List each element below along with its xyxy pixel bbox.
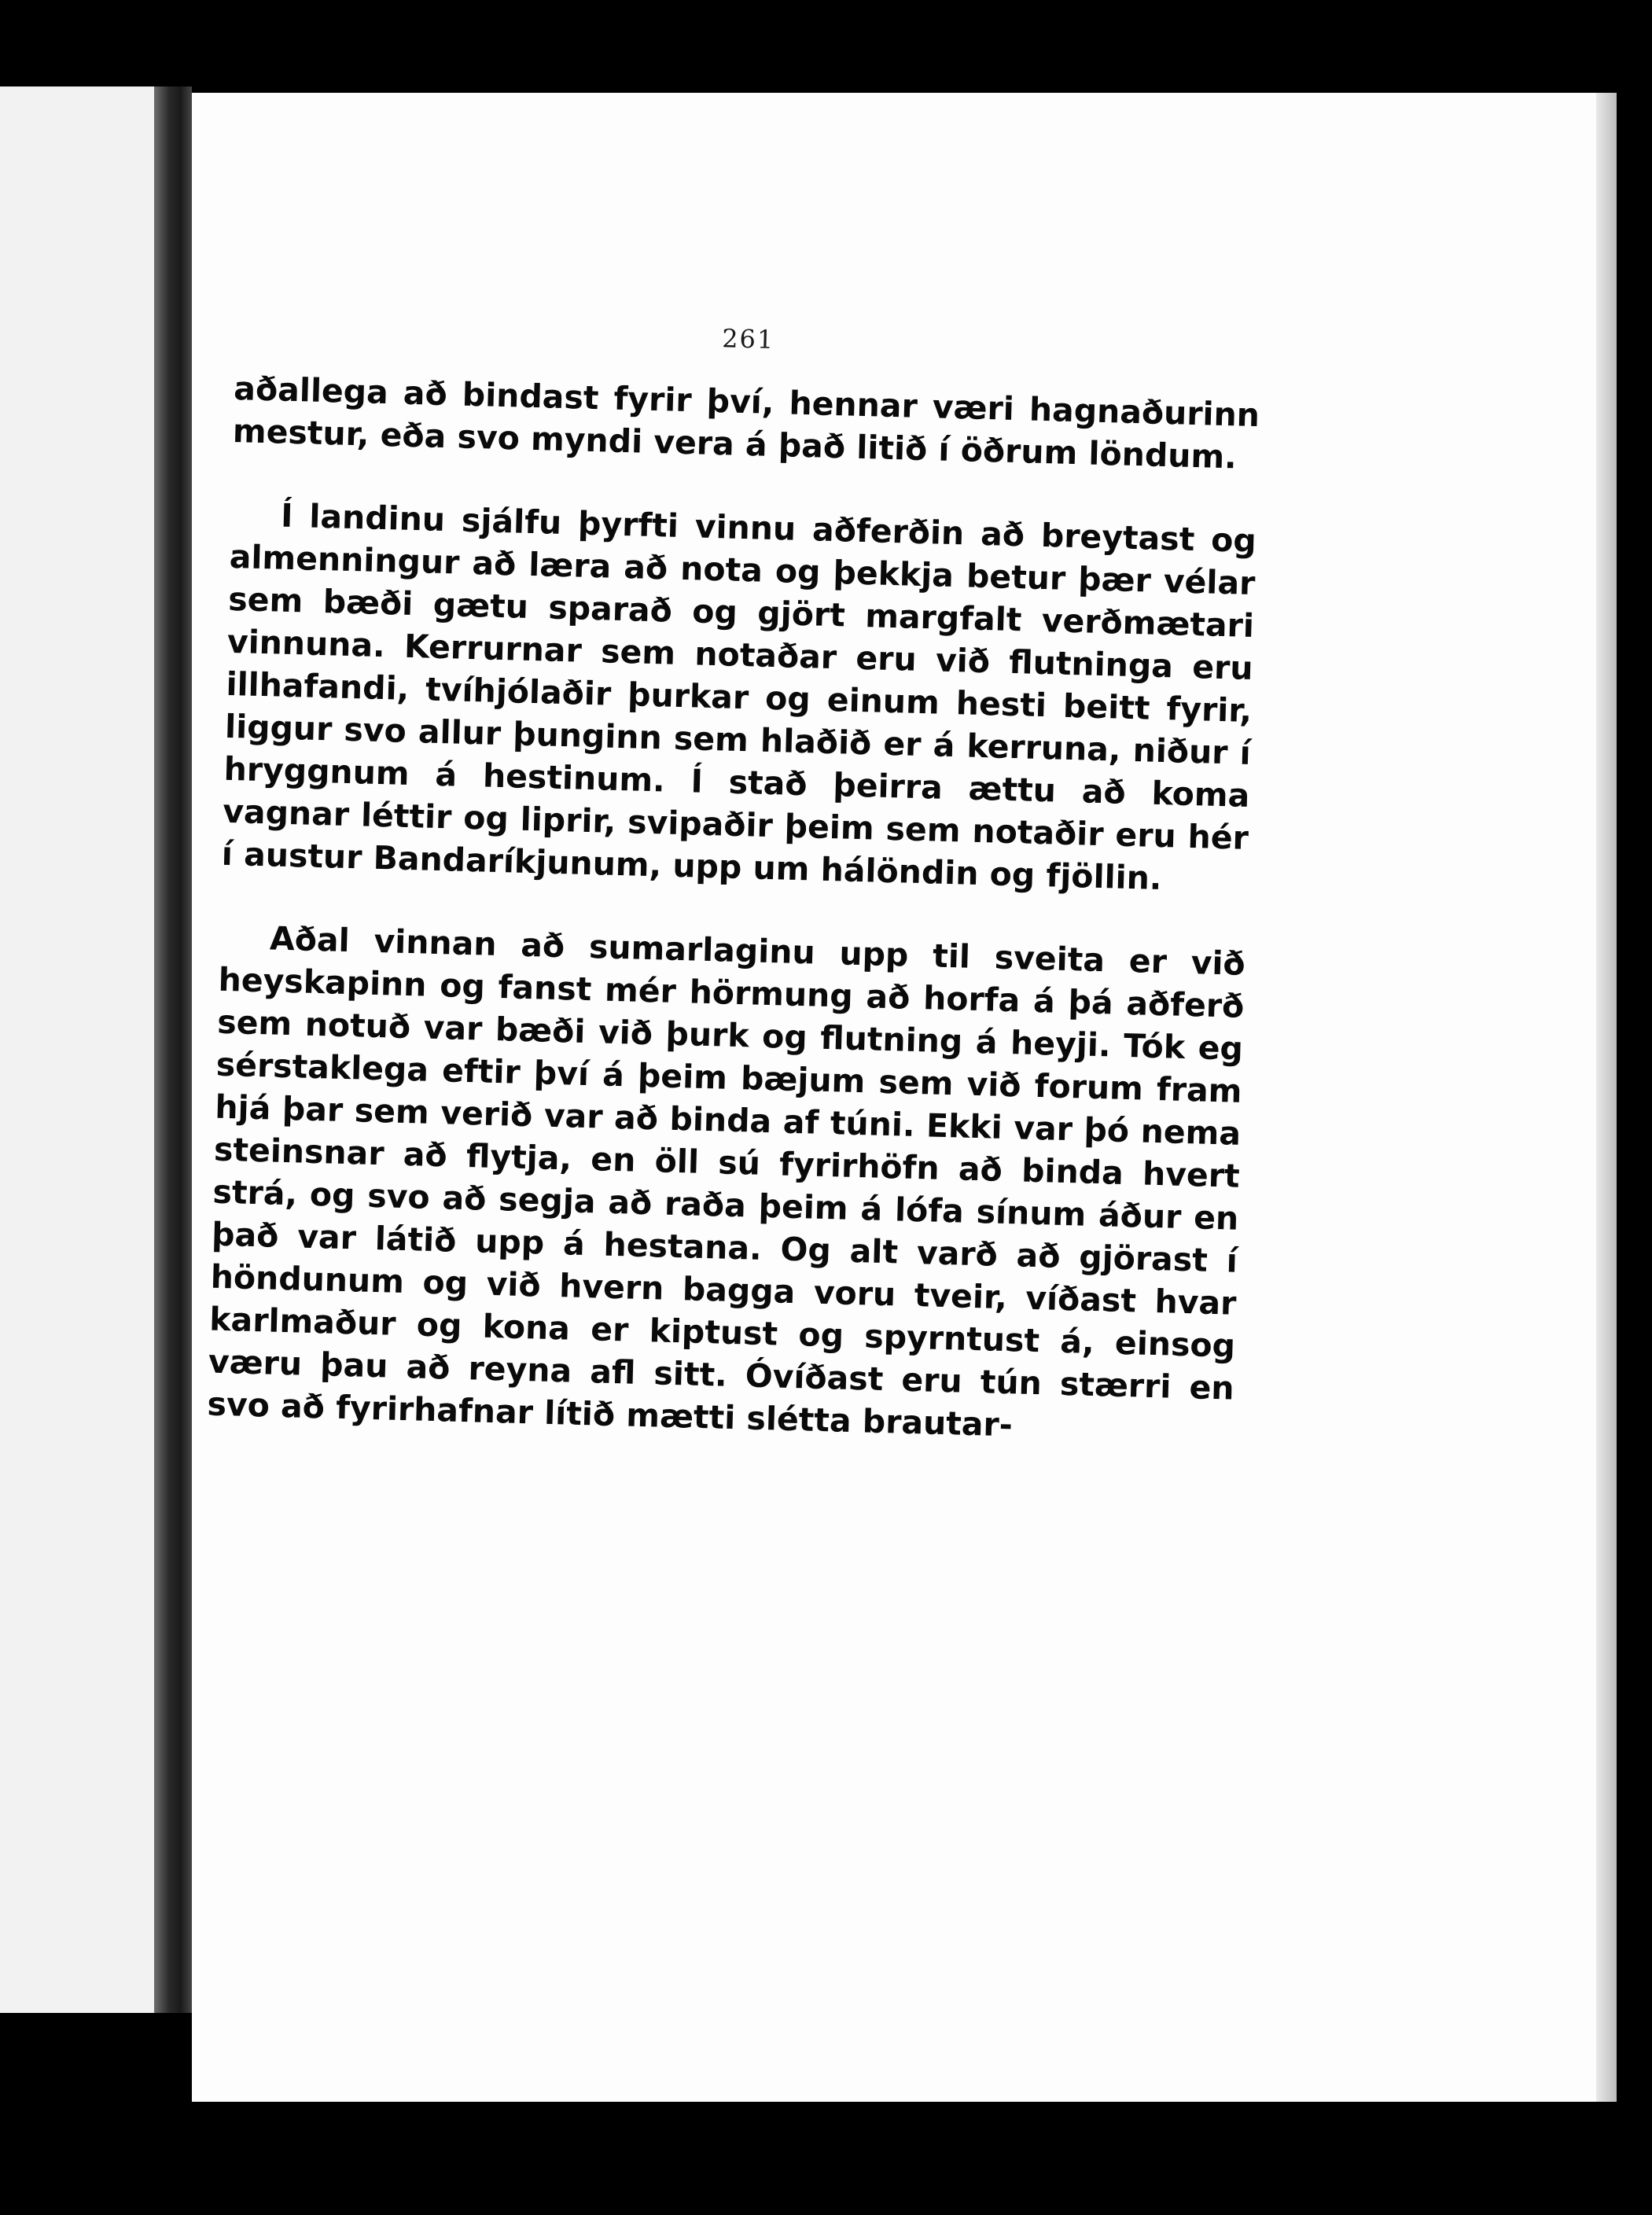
page-number: 261 — [721, 323, 775, 355]
page-edge — [1596, 93, 1617, 2102]
paragraph-1: aðallega að bindast fyrir því, hennar væri hagnaðurinn mestur, eða svo myndi vera á það litið í öðrum löndum. — [232, 369, 1260, 476]
page-text-block — [206, 311, 1262, 1493]
book-gutter — [154, 86, 192, 2013]
paragraph-3: Aðal vinnan að sumarlaginu upp til sveita er við heyskapinn og fanst mér hörmung að horfa á þá aðferð sem notuð var bæði við þurk og flutning á heyji. Tók eg sérstaklega eftir því á þeim bæjum sem við forum fram hjá þar sem verið var að binda af túni. Ekki var þó nema steinsnar að flytja, en öll sú fyrirhöfn að binda hvert strá, og svo að segja að raða þeim á lófa sínum áður en það var látið upp á hestana. Og alt varð að gjörast í höndunum og við hvern bagga voru tveir, víðast hvar karlmaður og kona er kiptust og spyrntust á, einsog væru þau að reyna afl sitt. Óvíðast eru tún stærri en svo að fyrirhafnar lítið mætti slétta brautar- — [206, 919, 1246, 1444]
paragraph-2: Í landinu sjálfu þyrfti vinnu aðferðin að breytast og almenningur að læra að nota og þekkja betur þær vélar sem bæði gætu sparað og gjört margfalt verðmætari vinnuna. Kerrurnar sem notaðar eru við flutninga eru illhafandi, tvíhjólaðir þurkar og einum hesti beitt fyrir, liggur svo allur þunginn sem hlaðið er á kerruna, niður í hryggnum á hestinum. Í stað þeirra ættu að koma vagnar léttir og liprir, svipaðir þeim sem notaðir eru hér í austur Bandaríkjunum, upp um hálöndin og fjöllin. — [221, 496, 1257, 898]
